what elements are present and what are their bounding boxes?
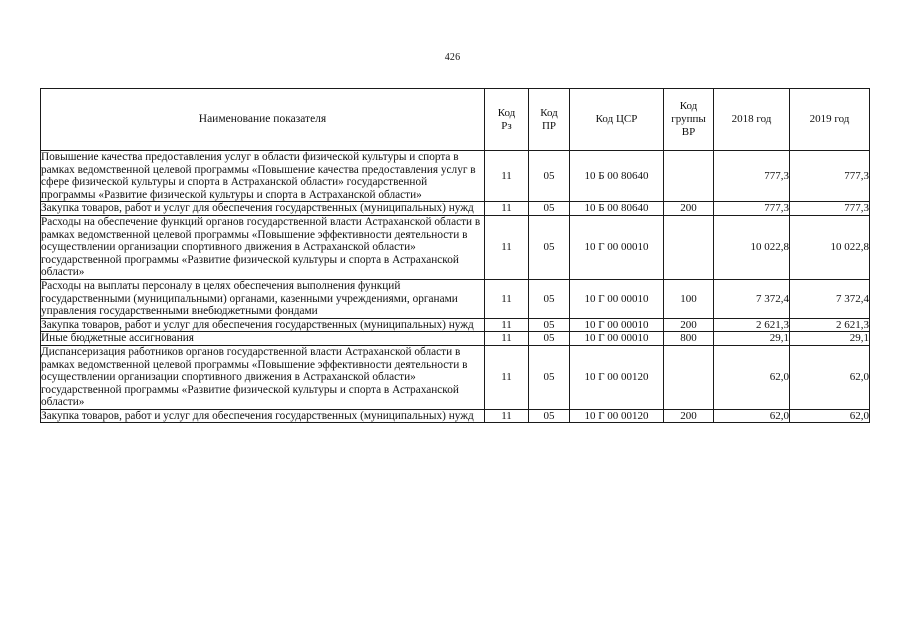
- row-name: Диспансеризация работников органов государственной власти Астраханской области в рамках ведомственной целевой программы «Повышение эффективности деятельности в осуществлении организации спортивного движения в Астраханской области» государственной программы «Развитие физической культуры и спорта в Астраханской области»: [41, 345, 485, 409]
- row-pr: 05: [529, 409, 570, 423]
- row-pr: 05: [529, 332, 570, 346]
- table-row: [41, 202, 870, 216]
- row-2018: 7 372,4: [714, 279, 790, 318]
- row-pr: 05: [529, 202, 570, 216]
- row-vr: 100: [664, 279, 714, 318]
- row-csr: 10 Г 00 00010: [570, 215, 664, 279]
- table-row: [41, 215, 870, 279]
- row-rz: 11: [485, 409, 529, 423]
- row-csr: 10 Б 00 80640: [570, 151, 664, 202]
- row-2019: 10 022,8: [790, 215, 870, 279]
- row-vr: [664, 151, 714, 202]
- row-pr: 05: [529, 151, 570, 202]
- header-vr: [664, 89, 714, 151]
- header-pr: [529, 89, 570, 151]
- row-2019: 2 621,3: [790, 318, 870, 332]
- row-2018: 777,3: [714, 202, 790, 216]
- row-name: Закупка товаров, работ и услуг для обеспечения государственных (муниципальных) нужд: [41, 409, 485, 423]
- header-rz-line2: Рз: [501, 119, 512, 132]
- row-rz: 11: [485, 202, 529, 216]
- page-number: 426: [444, 52, 461, 63]
- header-pr-line1: Код: [540, 106, 558, 119]
- row-2018: 2 621,3: [714, 318, 790, 332]
- table-row: [41, 279, 870, 318]
- row-2019: 777,3: [790, 202, 870, 216]
- row-2019: 62,0: [790, 345, 870, 409]
- row-csr: 10 Г 00 00010: [570, 279, 664, 318]
- row-name: Закупка товаров, работ и услуг для обеспечения государственных (муниципальных) нужд: [41, 318, 485, 332]
- row-pr: 05: [529, 345, 570, 409]
- row-csr: 10 Г 00 00010: [570, 332, 664, 346]
- row-vr: 800: [664, 332, 714, 346]
- row-name: Расходы на выплаты персоналу в целях обеспечения выполнения функций государственными (муниципальными) органами, казенными учреждениями, органами управления государственными внебюджетными фондами: [41, 279, 485, 318]
- row-csr: 10 Г 00 00120: [570, 409, 664, 423]
- table-row: [41, 318, 870, 332]
- row-2019: 7 372,4: [790, 279, 870, 318]
- header-2018: 2018 год: [714, 89, 790, 151]
- row-rz: 11: [485, 332, 529, 346]
- header-name: Наименование показателя: [41, 89, 485, 151]
- header-rz-line1: Код: [497, 106, 516, 119]
- row-vr: 200: [664, 318, 714, 332]
- row-rz: 11: [485, 151, 529, 202]
- row-rz: 11: [485, 318, 529, 332]
- header-pr-line2: ПР: [541, 119, 557, 132]
- header-vr-line2: группы: [671, 113, 706, 125]
- row-pr: 05: [529, 318, 570, 332]
- header-2019: 2019 год: [790, 89, 870, 151]
- row-name: Повышение качества предоставления услуг в области физической культуры и спорта в рамках ведомственной целевой программы «Повышение качества предоставления услуг в сфере физической культуры и спорта в Астраханской области» государственной программы «Развитие физической культуры и спорта в Астраханской области»: [41, 151, 485, 202]
- row-rz: 11: [485, 345, 529, 409]
- row-2019: 29,1: [790, 332, 870, 346]
- row-pr: 05: [529, 279, 570, 318]
- row-2018: 62,0: [714, 409, 790, 423]
- row-rz: 11: [485, 215, 529, 279]
- row-2018: 10 022,8: [714, 215, 790, 279]
- row-csr: 10 Б 00 80640: [570, 202, 664, 216]
- row-2018: 777,3: [714, 151, 790, 202]
- row-vr: [664, 215, 714, 279]
- header-csr: Код ЦСР: [570, 89, 664, 151]
- row-rz: 11: [485, 279, 529, 318]
- budget-table: [40, 88, 870, 423]
- row-name: Расходы на обеспечение функций органов государственной власти Астраханской области в рамках ведомственной целевой программы «Повышение эффективности деятельности в осуществлении организации спортивного движения в Астраханской области» государственной программы «Развитие физической культуры и спорта в Астраханской области»: [41, 215, 485, 279]
- table-row: [41, 345, 870, 409]
- header-rz: [485, 89, 529, 151]
- table-row: [41, 409, 870, 423]
- row-vr: 200: [664, 409, 714, 423]
- row-2019: 62,0: [790, 409, 870, 423]
- row-name: Иные бюджетные ассигнования: [41, 332, 485, 346]
- header-vr-line1: Код: [679, 100, 698, 112]
- row-2018: 29,1: [714, 332, 790, 346]
- row-2019: 777,3: [790, 151, 870, 202]
- row-vr: [664, 345, 714, 409]
- row-csr: 10 Г 00 00010: [570, 318, 664, 332]
- row-name: Закупка товаров, работ и услуг для обеспечения государственных (муниципальных) нужд: [41, 202, 485, 216]
- row-csr: 10 Г 00 00120: [570, 345, 664, 409]
- header-vr-line3: ВР: [681, 126, 696, 138]
- row-2018: 62,0: [714, 345, 790, 409]
- table-row: [41, 151, 870, 202]
- row-vr: 200: [664, 202, 714, 216]
- table-header-row: [41, 89, 870, 151]
- row-pr: 05: [529, 215, 570, 279]
- table-row: [41, 332, 870, 346]
